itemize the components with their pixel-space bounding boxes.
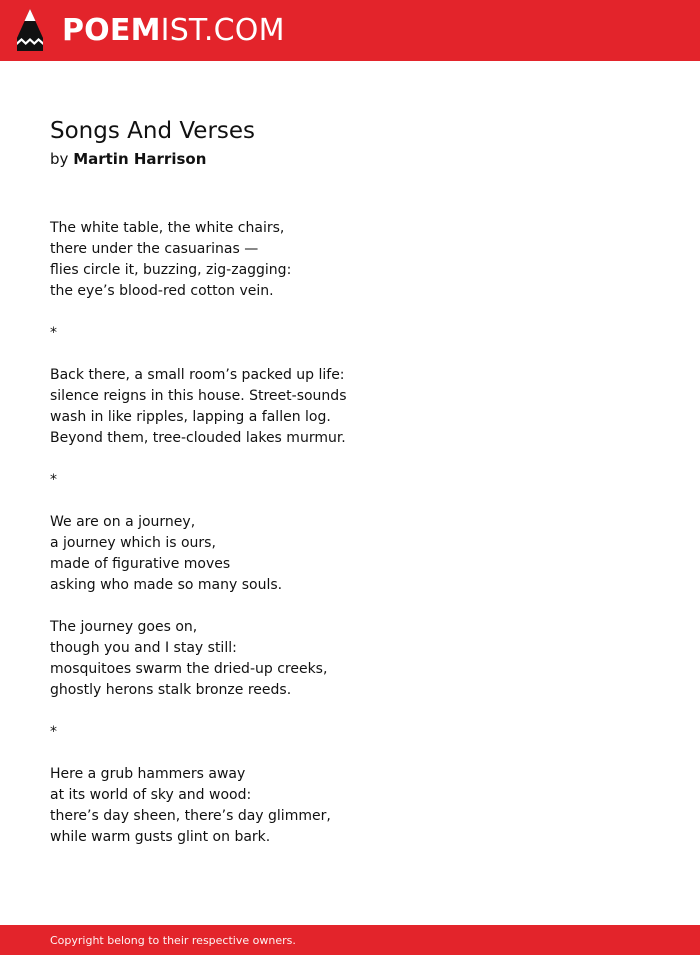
- poem-line: there under the casuarinas —: [50, 241, 259, 257]
- copyright-text: Copyright belong to their respective owners.: [50, 934, 296, 947]
- poem-line: Beyond them, tree-clouded lakes murmur.: [50, 430, 346, 446]
- stanza: [50, 218, 650, 302]
- poem-title: Songs And Verses: [50, 118, 256, 144]
- by-label: by: [50, 150, 69, 168]
- logo-bold-text: POEM: [62, 13, 161, 48]
- poem-line: wash in like ripples, lapping a fallen log.: [50, 409, 331, 425]
- byline: [50, 148, 650, 170]
- poem-line: at its world of sky and wood:: [50, 787, 252, 803]
- poem-content: [50, 115, 650, 869]
- stanza: [50, 365, 650, 449]
- poem-line: asking who made so many souls.: [50, 577, 283, 593]
- poem-line: there’s day sheen, there’s day glimmer,: [50, 808, 331, 824]
- poem-line: while warm gusts glint on bark.: [50, 829, 271, 845]
- pencil-tip-icon: [17, 9, 43, 51]
- poem-line: Here a grub hammers away: [50, 766, 246, 782]
- site-footer: [0, 925, 700, 955]
- author-name: Martin Harrison: [73, 150, 207, 168]
- poem-line: The white table, the white chairs,: [50, 220, 285, 236]
- poem-line: the eye’s blood-red cotton vein.: [50, 283, 274, 299]
- poem-line: mosquitoes swarm the dried-up creeks,: [50, 661, 328, 677]
- poem-line: a journey which is ours,: [50, 535, 216, 551]
- stanza-separator: *: [50, 724, 57, 740]
- poem-line: We are on a journey,: [50, 514, 196, 530]
- logo-light-text: IST.COM: [160, 13, 285, 48]
- stanza: [50, 764, 650, 848]
- poem-line: silence reigns in this house. Street-sounds: [50, 388, 347, 404]
- poem-line: though you and I stay still:: [50, 640, 237, 656]
- poem-body: [50, 218, 650, 848]
- site-logo[interactable]: [62, 11, 285, 51]
- stanza: [50, 617, 650, 701]
- poem-line: The journey goes on,: [50, 619, 198, 635]
- poem-line: ghostly herons stalk bronze reeds.: [50, 682, 292, 698]
- stanza-separator: *: [50, 325, 57, 341]
- site-header: [0, 0, 700, 61]
- poem-line: made of figurative moves: [50, 556, 231, 572]
- stanza-separator: *: [50, 472, 57, 488]
- poem-line: Back there, a small room’s packed up life:: [50, 367, 345, 383]
- poem-line: flies circle it, buzzing, zig-zagging:: [50, 262, 292, 278]
- stanza: [50, 512, 650, 596]
